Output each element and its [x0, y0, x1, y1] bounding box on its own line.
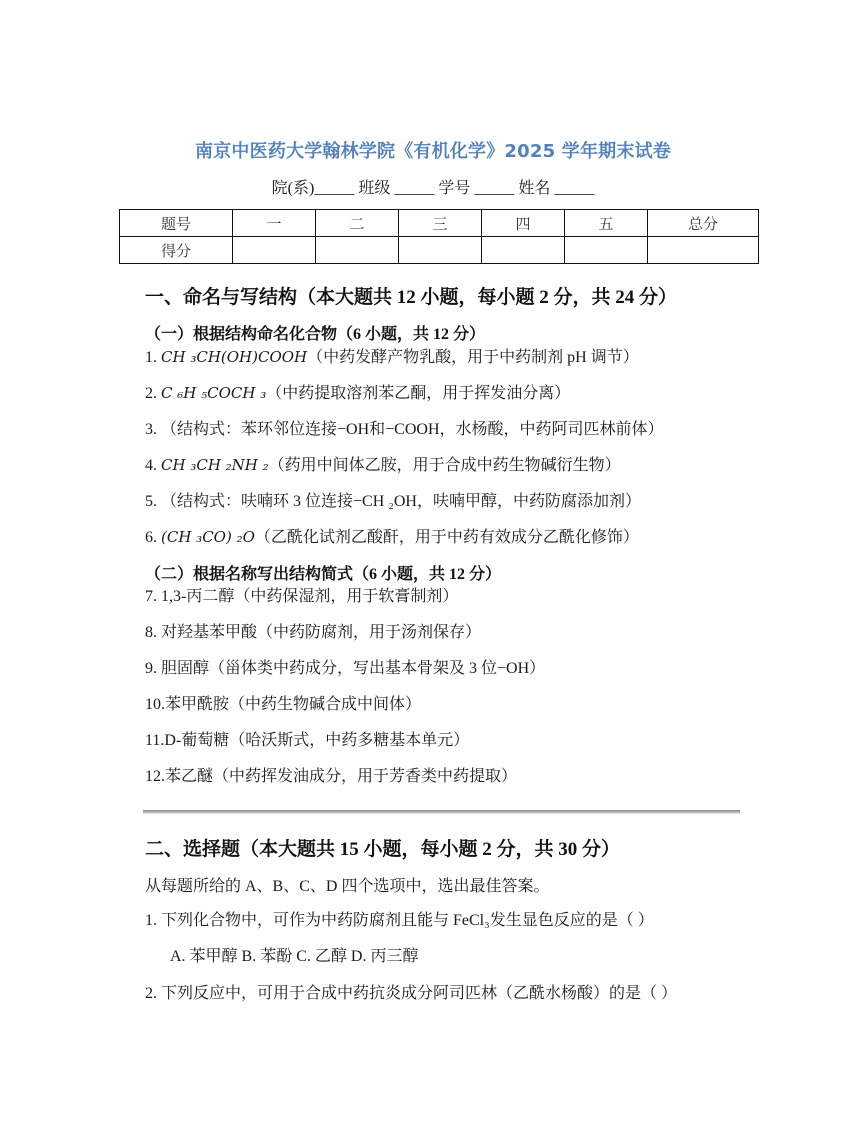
question-number: 10.	[145, 696, 165, 713]
question-item	[145, 488, 641, 511]
score-cell	[233, 237, 316, 264]
question-number: 12.	[145, 768, 165, 785]
section2-heading: 二、选择题（本大题共 15 小题，每小题 2 分，共 30 分）	[145, 839, 621, 860]
score-header-cell: 题号	[120, 210, 233, 237]
question-text: 苯乙醚（中药挥发油成分，用于芳香类中药提取）	[165, 768, 518, 785]
section1-heading: 一、命名与写结构（本大题共 12 小题，每小题 2 分，共 24 分）	[145, 287, 678, 308]
score-header-cell: 五	[565, 210, 648, 237]
question-number: 3.	[145, 421, 157, 438]
question-item	[145, 524, 639, 547]
score-cell	[648, 237, 759, 264]
question-text: （结构式：苯环邻位连接−OH和−COOH，水杨酸，中药阿司匹林前体）	[161, 421, 664, 438]
question-text: 胆固醇（甾体类中药成分，写出基本骨架及 3 位−OH）	[161, 660, 546, 677]
question-text: 1,3-丙二醇（中药保湿剂，用于软膏制剂）	[161, 588, 459, 605]
chemical-formula: CH ₃CH ₂NH ₂	[161, 456, 269, 474]
score-table	[119, 209, 759, 264]
score-header-cell: 总分	[648, 210, 759, 237]
question-item	[145, 727, 469, 750]
question-item	[145, 691, 421, 714]
question-number: 7.	[145, 588, 157, 605]
question-text: D-葡萄糖（哈沃斯式，中药多糖基本单元）	[164, 732, 470, 749]
question-text: （药用中间体乙胺，用于合成中药生物碱衍生物）	[268, 457, 621, 474]
question-number: 4.	[145, 457, 157, 474]
question-text: 对羟基苯甲酸（中药防腐剂，用于汤剂保存）	[161, 624, 482, 641]
question-item	[145, 344, 639, 367]
score-header-cell: 三	[399, 210, 482, 237]
question-text: （中药发酵产物乳酸，用于中药制剂 pH 调节）	[307, 349, 639, 366]
question-number: 2.	[145, 985, 157, 1002]
question-number: 11.	[145, 732, 165, 749]
question-number: 1.	[145, 349, 157, 366]
student-info-line: 院(系)_____ 班级 _____ 学号 _____ 姓名 _____	[271, 180, 595, 197]
question-item	[145, 907, 654, 930]
question-number: 2.	[145, 385, 157, 402]
part2-heading: （二）根据名称写出结构简式（6 小题，共 12 分）	[145, 566, 502, 583]
question-item	[145, 763, 517, 786]
score-header-cell: 四	[482, 210, 565, 237]
question-item	[145, 452, 621, 475]
chemical-formula: CH ₃CH(OH)COOH	[161, 348, 308, 366]
question-number: 6.	[145, 529, 157, 546]
section-divider	[143, 810, 740, 814]
exam-title: 南京中医药大学翰林学院《有机化学》2025 学年期末试卷	[195, 141, 671, 162]
question-item	[145, 619, 481, 642]
score-row-label: 得分	[120, 237, 233, 264]
question-item	[145, 655, 545, 678]
score-header-cell: 二	[316, 210, 399, 237]
question-number: 5.	[145, 493, 157, 510]
part1-heading: （一）根据结构命名化合物（6 小题，共 12 分）	[145, 326, 486, 343]
question-number: 9.	[145, 660, 157, 677]
score-cell	[565, 237, 648, 264]
question-item	[145, 583, 458, 606]
question-text: （中药提取溶剂苯乙酮，用于挥发油分离）	[266, 385, 571, 402]
score-cell	[399, 237, 482, 264]
score-table-header-row	[120, 210, 759, 237]
question-item	[145, 980, 677, 1003]
question-number: 8.	[145, 624, 157, 641]
question-text: 苯甲酰胺（中药生物碱合成中间体）	[165, 696, 422, 713]
question-text: 下列化合物中，可作为中药防腐剂且能与 FeCl₃发生显色反应的是（ ）	[161, 912, 654, 929]
chemical-formula: (CH ₃CO) ₂O	[161, 528, 255, 546]
question-text: 下列反应中，可用于合成中药抗炎成分阿司匹林（乙酰水杨酸）的是（ ）	[161, 985, 678, 1002]
question-item	[145, 380, 570, 403]
score-cell	[482, 237, 565, 264]
score-cell	[316, 237, 399, 264]
score-table-score-row	[120, 237, 759, 264]
answer-options: A. 苯甲醇 B. 苯酚 C. 乙醇 D. 丙三醇	[170, 948, 419, 965]
question-text: （乙酰化试剂乙酸酐，用于中药有效成分乙酰化修饰）	[254, 529, 639, 546]
score-header-cell: 一	[233, 210, 316, 237]
question-number: 1.	[145, 912, 157, 929]
question-item	[145, 416, 664, 439]
chemical-formula: C ₆H ₅COCH ₃	[161, 384, 267, 402]
section2-instruction: 从每题所给的 A、B、C、D 四个选项中，选出最佳答案。	[145, 878, 550, 895]
question-text: （结构式：呋喃环 3 位连接−CH ₂OH，呋喃甲醇，中药防腐添加剂）	[161, 493, 641, 510]
